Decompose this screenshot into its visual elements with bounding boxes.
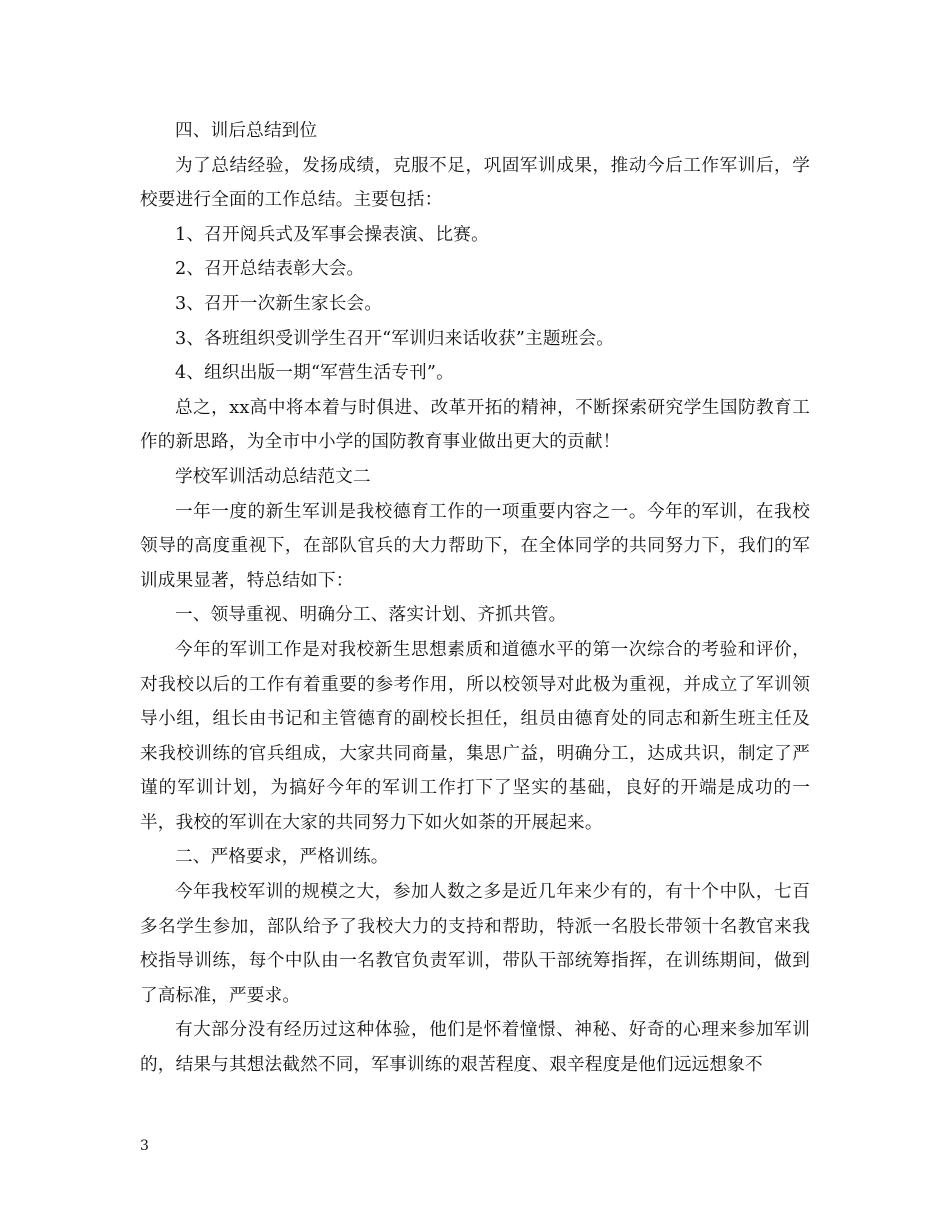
- list-item: 4、组织出版一期“军营生活专刊”。: [175, 363, 454, 384]
- list-item: 3、召开一次新生家长会。: [175, 293, 383, 314]
- paragraph: 今年我校军训的规模之大，参加人数之多是近几年来少有的，有十个中队，七百多名学生参加，部队给予了我校大力的支持和帮助，特派一名股长带领十名教官来我校指导训练，每个中队由一名教官负责军训，带队干部统筹指挥，在训练期间，做到了高标准，严要求。: [140, 882, 810, 1006]
- list-item: 2、召开总结表彰大会。: [175, 259, 365, 280]
- paragraph: 为了总结经验，发扬成绩，克服不足，巩固军训成果，推动今后工作军训后，学校要进行全面的工作总结。主要包括：: [140, 155, 810, 211]
- paragraph: 有大部分没有经历过这种体验，他们是怀着憧憬、神秘、好奇的心理来参加军训的，结果与其想法截然不同，军事训练的艰苦程度、艰辛程度是他们远远想象不: [140, 1020, 810, 1076]
- section-heading: 二、严格要求，严格训练。: [175, 847, 389, 868]
- paragraph: 总之，xx高中将本着与时俱进、改革开拓的精神，不断探索研究学生国防教育工作的新思路，为全市中小学的国防教育事业做出更大的贡献！: [140, 397, 810, 453]
- paragraph: 今年的军训工作是对我校新生思想素质和道德水平的第一次综合的考验和评价，对我校以后的工作有着重要的参考作用，所以校领导对此极为重视，并成立了军训领导小组，组长由书记和主管德育的副校长担任，组员由德育处的同志和新生班主任及来我校训练的官兵组成，大家共同商量，集思广益，明确分工，达成共识，制定了严谨的军训计划，为搞好今年的军训工作打下了坚实的基础，良好的开端是成功的一半，我校的军训在大家的共同努力下如火如荼的开展起来。: [140, 639, 810, 833]
- list-item: 3、各班组织受训学生召开“军训归来话收获”主题班会。: [175, 328, 615, 349]
- list-item: 1、召开阅兵式及军事会操表演、比赛。: [175, 224, 489, 245]
- page-number: 3: [140, 1138, 149, 1154]
- section-heading: 四、训后总结到位: [175, 121, 318, 141]
- section-title: 学校军训活动总结范文二: [175, 466, 371, 487]
- paragraph: 一年一度的新生军训是我校德育工作的一项重要内容之一。今年的军训，在我校领导的高度重视下，在部队官兵的大力帮助下，在全体同学的共同努力下，我们的军训成果显著，特总结如下：: [140, 501, 810, 591]
- document-body: [140, 114, 810, 1083]
- section-heading: 一、领导重视、明确分工、落实计划、齐抓共管。: [175, 605, 567, 626]
